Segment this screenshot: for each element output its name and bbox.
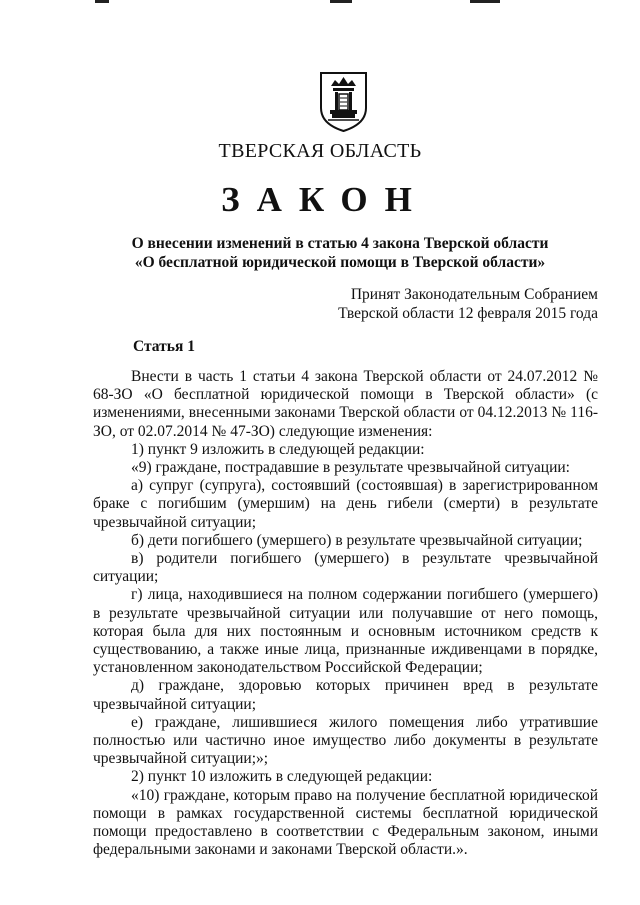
tver-coat-of-arms-icon (318, 70, 369, 133)
document-type-title: ЗАКОН (221, 180, 429, 219)
scan-mark (470, 0, 500, 3)
paragraph: а) супруг (супруга), состоявший (состоявшая) в зарегистрированном браке с погибшим (умершим) на день гибели (смерти) в результате чрезвычайной ситуации; (93, 477, 598, 531)
adoption-note (338, 285, 598, 323)
paragraph: е) граждане, лишившиеся жилого помещения либо утратившие полностью или частично иное имущество либо документы в результате чрезвычайной ситуации;»; (93, 713, 598, 768)
law-subject (80, 234, 600, 272)
article-body (93, 368, 598, 859)
paragraph: г) лица, находившиеся на полном содержании погибшего (умершего) в результате чрезвычайной ситуации или получавшие от него помощь, которая была для них постоянным и основным источником средств к существованию, а также иные лица, признанные иждивенцами в порядке, установленном законодательством Российской Федерации; (93, 586, 598, 677)
paragraph: д) граждане, здоровью которых причинен вред в результате чрезвычайной ситуации; (93, 677, 598, 713)
paragraph: «10) граждане, которым право на получение бесплатной юридической помощи в рамках государственной системы бесплатной юридической помощи предоставлено в соответствии с Федеральным законом, иными федеральными законами и законами Тверской области.». (93, 786, 598, 859)
adoption-line: Принят Законодательным Собранием (350, 286, 598, 303)
paragraph: б) дети погибшего (умершего) в результате чрезвычайной ситуации; (131, 531, 583, 549)
article-title: Статья 1 (133, 338, 195, 355)
paragraph: 1) пункт 9 изложить в следующей редакции: (131, 440, 425, 458)
paragraph: «9) граждане, пострадавшие в результате чрезвычайной ситуации: (131, 459, 570, 477)
region-name: ТВЕРСКАЯ ОБЛАСТЬ (218, 140, 422, 162)
paragraph: Внести в часть 1 статьи 4 закона Тверской области от 24.07.2012 № 68-ЗО «О бесплатной юридической помощи в Тверской области» (с изменениями, внесенными законами Тверской области от 04.12.2013 № 116-ЗО, от 02.07.2014 № 47-ЗО) следующие изменения: (93, 368, 598, 440)
scan-mark (95, 0, 109, 3)
paragraph: в) родители погибшего (умершего) в результате чрезвычайной ситуации; (93, 550, 598, 586)
scan-mark (330, 0, 352, 3)
paragraph: 2) пункт 10 изложить в следующей редакции: (131, 768, 433, 786)
subject-line: О внесении изменений в статью 4 закона Тверской области (131, 235, 549, 252)
subject-line: «О бесплатной юридической помощи в Тверской области» (134, 254, 546, 271)
adoption-line: Тверской области 12 февраля 2015 года (338, 305, 598, 322)
